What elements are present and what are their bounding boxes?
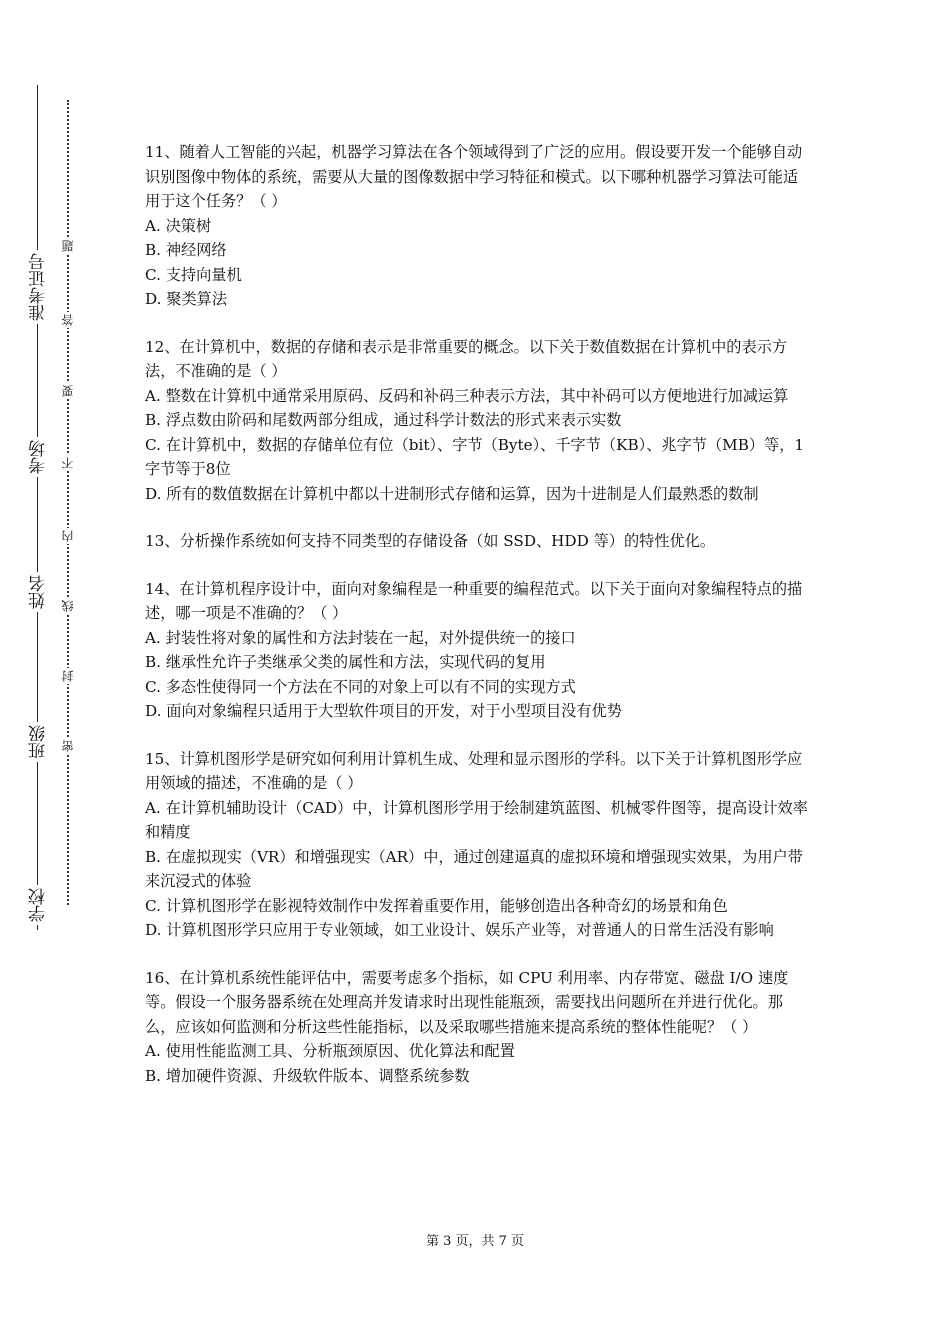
binding-line <box>37 85 38 930</box>
question-stem: 14、在计算机程序设计中，面向对象编程是一种重要的编程范式。以下关于面向对象编程特点的描述，哪一项是不准确的？（ ） <box>145 579 803 622</box>
exam-id-label: 准考证号 <box>28 250 50 324</box>
question-13 <box>145 529 813 554</box>
question-list <box>145 140 813 1111</box>
page-number: 第 3 页，共 7 页 <box>425 1234 525 1249</box>
seal-char: 线 <box>61 600 75 612</box>
option-c: C. 支持向量机 <box>145 265 242 284</box>
school-label: 学校 <box>28 885 50 925</box>
question-stem: 15、计算机图形学是研究如何利用计算机生成、处理和显示图形的学科。以下关于计算机图形学应用领域的描述，不准确的是（ ） <box>145 749 803 792</box>
option-c: C. 计算机图形学在影视特效制作中发挥着重要作用，能够创造出各种奇幻的场景和角色 <box>145 896 728 915</box>
option-c: C. 多态性使得同一个方法在不同的对象上可以有不同的实现方式 <box>145 677 576 696</box>
option-b: B. 继承性允许子类继承父类的属性和方法，实现代码的复用 <box>145 653 546 671</box>
option-d: D. 计算机图形学只应用于专业领域，如工业设计、娱乐产业等，对普通人的日常生活没有影响 <box>145 921 774 939</box>
question-12 <box>145 335 813 507</box>
option-a: A. 整数在计算机中通常采用原码、反码和补码三种表示方法，其中补码可以方便地进行加减运算 <box>145 386 789 405</box>
option-c: C. 在计算机中，数据的存储单位有位（bit）、字节（Byte）、千字节（KB）、兆字节（MB）等，1字节等于8位 <box>145 435 805 478</box>
option-d: D. 面向对象编程只适用于大型软件项目的开发，对于小型项目没有优势 <box>145 702 622 720</box>
question-stem: 12、在计算机中，数据的存储和表示是非常重要的概念。以下关于数值数据在计算机中的表示方法，不准确的是（ ） <box>145 337 788 380</box>
question-16 <box>145 966 813 1089</box>
question-stem: 13、分析操作系统如何支持不同类型的存储设备（如 SSD、HDD 等）的特性优化。 <box>145 532 716 550</box>
option-b: B. 增加硬件资源、升级软件版本、调整系统参数 <box>145 1066 470 1085</box>
seal-char: 题 <box>61 240 75 252</box>
option-a: A. 使用性能监测工具、分析瓶颈原因、优化算法和配置 <box>145 1042 515 1060</box>
option-a: A. 封装性将对象的属性和方法封装在一起，对外提供统一的接口 <box>145 628 576 647</box>
option-b: B. 浮点数由阶码和尾数两部分组成，通过科学计数法的形式来表示实数 <box>145 411 622 429</box>
name-label: 姓名 <box>28 572 50 612</box>
option-b: B. 在虚拟现实（VR）和增强现实（AR）中，通过创建逼真的虚拟环境和增强现实效果，为用户带来沉浸式的体验 <box>145 847 803 890</box>
seal-char: 要 <box>61 385 75 397</box>
seal-char: 密 <box>61 740 75 752</box>
seal-dotted-line <box>67 100 69 905</box>
question-stem: 11、随着人工智能的兴起，机器学习算法在各个领域得到了广泛的应用。假设要开发一个能够自动识别图像中物体的系统，需要从大量的图像数据中学习特征和模式。以下哪种机器学习算法可能适用于这个任务？（ ） <box>145 143 803 210</box>
option-d: D. 聚类算法 <box>145 290 228 308</box>
question-15 <box>145 747 813 943</box>
option-d: D. 所有的数值数据在计算机中都以十进制形式存储和运算，因为十进制是人们最熟悉的数制 <box>145 484 759 503</box>
question-stem: 16、在计算机系统性能评估中，需要考虑多个指标，如 CPU 利用率、内存带宽、磁盘 I/O 速度等。假设一个服务器系统在处理高并发请求时出现性能瓶颈，需要找出问题所在并进行优化。那么，应该如何监测和分析这些性能指标，以及采取哪些措施来提高系统的整体性能呢？（ ） <box>145 968 789 1036</box>
option-b: B. 神经网络 <box>145 241 227 259</box>
seal-char: 封 <box>61 670 75 682</box>
exam-room-label: 考场 <box>28 437 50 477</box>
option-a: A. 决策树 <box>145 216 212 235</box>
seal-char: 答 <box>61 314 75 326</box>
seal-char: 不 <box>61 457 75 469</box>
option-a: A. 在计算机辅助设计（CAD）中，计算机图形学用于绘制建筑蓝图、机械零件图等，提高设计效率和精度 <box>145 798 808 841</box>
question-11 <box>145 140 813 312</box>
class-label: 班级 <box>28 722 50 762</box>
seal-char: 内 <box>61 530 75 542</box>
binding-margin <box>0 0 110 1344</box>
question-14 <box>145 577 813 724</box>
